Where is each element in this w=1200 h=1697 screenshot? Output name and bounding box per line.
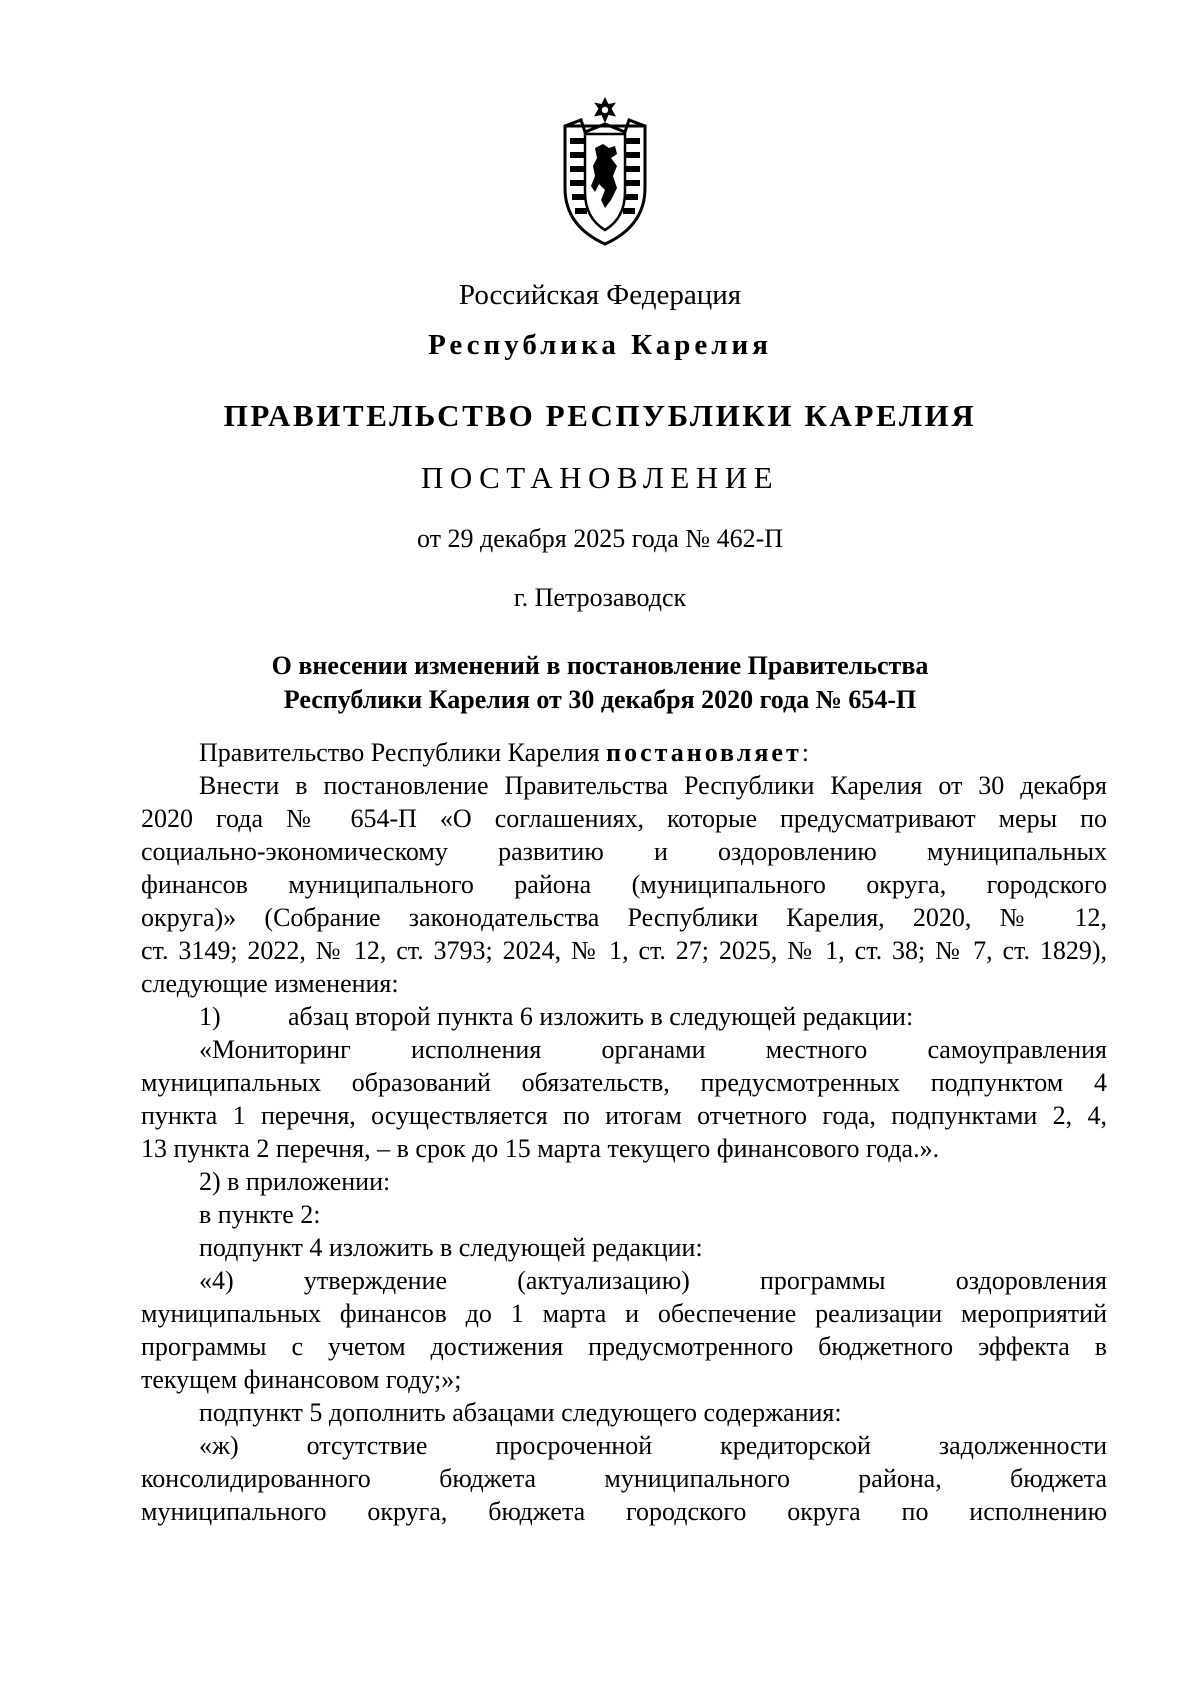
paragraph-line: финансов муниципального района (муниципального округа, городского bbox=[141, 870, 1107, 899]
title-line: Республики Карелия от 30 декабря 2020 года № 654-П bbox=[283, 685, 917, 714]
document-city: г. Петрозаводск bbox=[513, 583, 687, 612]
item-text: абзац второй пункта 6 изложить в следующей редакции: bbox=[288, 1002, 914, 1031]
quote-line: 13 пункта 2 перечня, – в срок до 15 марта текущего финансового года.». bbox=[141, 1134, 940, 1163]
quote-line: муниципальных финансов до 1 марта и обеспечение реализации мероприятий bbox=[141, 1299, 1107, 1328]
item-text: подпункт 5 дополнить абзацами следующего содержания: bbox=[199, 1398, 842, 1427]
quote-line: «ж) отсутствие просроченной кредиторской задолженности bbox=[199, 1431, 1107, 1460]
quote-line: пункта 1 перечня, осуществляется по итогам отчетного года, подпунктами 2, 4, bbox=[141, 1101, 1107, 1130]
quote-line: программы с учетом достижения предусмотренного бюджетного эффекта в bbox=[141, 1332, 1107, 1361]
quote-line: текущем финансовом году;»; bbox=[141, 1365, 462, 1394]
quote-line: консолидированного бюджета муниципального района, бюджета bbox=[141, 1464, 1107, 1493]
paragraph-line: следующие изменения: bbox=[141, 969, 399, 998]
paragraph-line: Внести в постановление Правительства Республики Карелия от 30 декабря bbox=[199, 771, 1107, 800]
title-line: О внесении изменений в постановление Правительства bbox=[271, 651, 929, 680]
quote-line: «4) утверждение (актуализацию) программы оздоровления bbox=[199, 1266, 1107, 1295]
federation-name: Российская Федерация bbox=[458, 279, 742, 311]
item-text: 2) в приложении: bbox=[199, 1167, 391, 1196]
paragraph-line: 2020 года № 654-П «О соглашениях, которые предусматривают меры по bbox=[141, 804, 1107, 833]
paragraph-line: ст. 3149; 2022, № 12, ст. 3793; 2024, № 1, ст. 27; 2025, № 1, ст. 38; № 7, ст. 1829), bbox=[141, 936, 1107, 965]
preamble-lead: Правительство Республики Карелия bbox=[199, 738, 607, 767]
preamble-verb: постановляет bbox=[606, 738, 802, 767]
item-text: подпункт 4 изложить в следующей редакции: bbox=[199, 1233, 703, 1262]
document-type: ПОСТАНОВЛЕНИЕ bbox=[420, 460, 780, 495]
quote-line: муниципальных образований обязательств, предусмотренных подпунктом 4 bbox=[141, 1068, 1107, 1097]
quote-line: «Мониторинг исполнения органами местного самоуправления bbox=[199, 1035, 1107, 1064]
preamble bbox=[199, 738, 809, 768]
paragraph-line: округа)» (Собрание законодательства Республики Карелия, 2020, № 12, bbox=[141, 903, 1107, 932]
document-title bbox=[0, 649, 1200, 717]
paragraph-line: социально-экономическому развитию и оздоровлению муниципальных bbox=[141, 837, 1107, 866]
preamble-colon: : bbox=[801, 738, 809, 767]
coat-of-arms-emblem bbox=[561, 96, 649, 246]
government-name: ПРАВИТЕЛЬСТВО РЕСПУБЛИКИ КАРЕЛИЯ bbox=[223, 398, 977, 433]
item-number: 1) bbox=[199, 1002, 221, 1031]
quote-line: муниципального округа, бюджета городского округа по исполнению bbox=[141, 1497, 1107, 1526]
document-date-number: от 29 декабря 2025 года № 462-П bbox=[416, 524, 784, 553]
item-text: в пункте 2: bbox=[199, 1200, 321, 1229]
republic-name: Республика Карелия bbox=[428, 329, 772, 361]
